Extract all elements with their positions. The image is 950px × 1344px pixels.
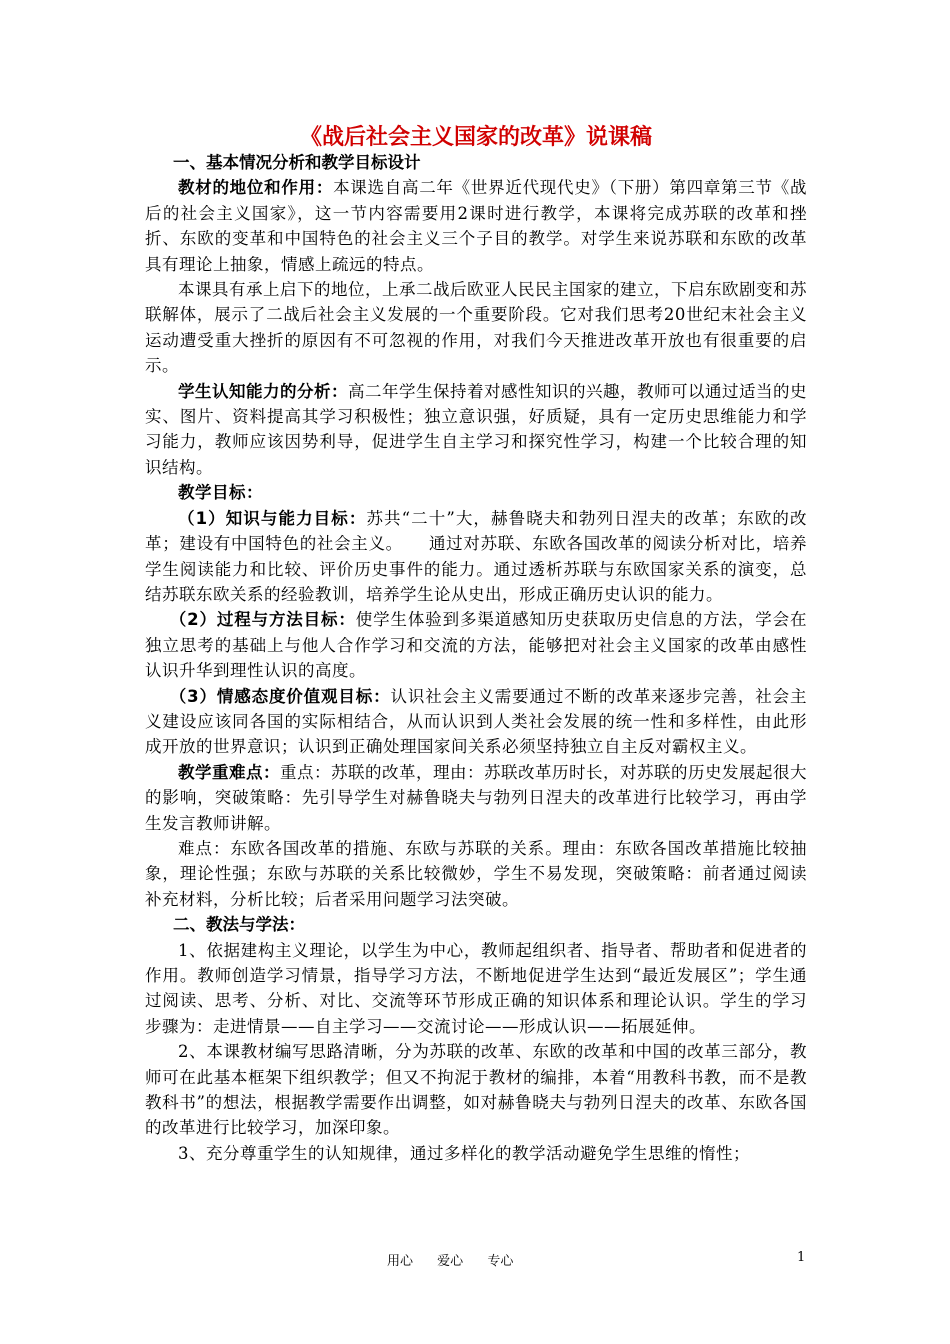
footer-motto-1: 用心 <box>387 1254 414 1269</box>
paragraph-label: 教材的地位和作用： <box>178 178 334 198</box>
paragraph-lesson-role <box>145 277 807 379</box>
paragraph-label: 教学目标： <box>178 483 263 503</box>
paragraph-text: 重点：苏联的改革，理由：苏联改革历时长，对苏联的历史发展起很大的影响，突破策略：先引导学生对赫鲁晓夫与勃列日涅夫的改革进行比较学习，再由学生发言教师讲解。 <box>145 762 807 833</box>
paragraph-text: 高二年学生保持着对感性知识的兴趣，教师可以通过适当的史实、图片、资料提高其学习积极性；独立意识强，好质疑，具有一定历史思维能力和学习能力，教师应该因势利导，促进学生自主学习和探究性学习，构建一个比较合理的知识结构。 <box>145 381 807 477</box>
paragraph-teaching-goals-label <box>145 480 807 505</box>
paragraph-text: 2、本课教材编写思路清晰，分为苏联的改革、东欧的改革和中国的改革三部分，教师可在此基本框架下组织教学；但又不拘泥于教材的编排，本着“用教科书教，而不是教教科书”的想法，根据教学需要作出调整，如对赫鲁晓夫与勃列日涅夫的改革、东欧各国的改革进行比较学习，加深印象。 <box>145 1042 807 1138</box>
document-body <box>145 124 807 1166</box>
paragraph-method-3 <box>145 1141 807 1166</box>
footer-motto <box>387 1250 533 1269</box>
paragraph-difficulties <box>145 836 807 912</box>
paragraph-label: 学生认知能力的分析： <box>178 381 348 401</box>
paragraph-key-points <box>145 760 807 836</box>
paragraph-text: 1、依据建构主义理论，以学生为中心，教师起组织者、指导者、帮助者和促进者的作用。教师创造学习情景，指导学习方法，不断地促进学生达到“最近发展区”；学生通过阅读、思考、分析、对比、交流等环节形成正确的知识体系和理论认识。学生的学习步骤为：走进情景——自主学习——交流讨论——形成认识——拓展延伸。 <box>145 940 807 1036</box>
paragraph-text: 3、充分尊重学生的认知规律，通过多样化的教学活动避免学生思维的惰性； <box>178 1143 750 1163</box>
footer-motto-3: 专心 <box>487 1254 514 1269</box>
paragraph-process-goal <box>145 607 807 683</box>
section-heading-basic-analysis <box>145 150 807 175</box>
page-number: 1 <box>797 1250 806 1265</box>
paragraph-textbook-position <box>145 175 807 277</box>
footer-motto-2: 爱心 <box>437 1254 464 1269</box>
paragraph-method-2 <box>145 1039 807 1141</box>
document-title: 《战后社会主义国家的改革》说课稿 <box>299 124 652 150</box>
paragraph-text: 本课选自高二年《世界近代现代史》（下册）第四章第三节《战后的社会主义国家》，这一节内容需要用2课时进行教学，本课将完成苏联的改革和挫折、东欧的变革和中国特色的社会主义三个子目的教学。对学生来说苏联和东欧的改革具有理论上抽象，情感上疏远的特点。 <box>145 178 808 274</box>
paragraph-student-cognition <box>145 379 807 481</box>
paragraph-text: 使学生体验到多渠道感知历史获取历史信息的方法，学会在独立思考的基础上与他人合作学习和交流的方法，能够把对社会主义国家的改革由感性认识升华到理性认识的高度。 <box>145 610 808 681</box>
paragraph-emotion-goal <box>145 684 807 760</box>
section-heading-text: 一、基本情况分析和教学目标设计 <box>173 153 421 172</box>
paragraph-text: 苏共“二十”大，赫鲁晓夫和勃列日涅夫的改革；东欧的改革；建设有中国特色的社会主义。 通过对苏联、东欧各国改革的阅读分析对比，培养学生阅读能力和比较、评价历史事件的能力。通过透析苏联与东欧国家关系的演变，总结苏联东欧关系的经验教训，培养学生论从史出，形成正确历史认识的能力。 <box>145 508 808 604</box>
paragraph-label: （2）过程与方法目标： <box>169 610 356 630</box>
section-heading-text: 二、教法与学法： <box>173 915 306 935</box>
page-footer <box>0 1250 950 1270</box>
paragraph-label: （1）知识与能力目标： <box>178 508 367 528</box>
paragraph-label: （3）情感态度价值观目标： <box>169 686 391 706</box>
paragraph-method-1 <box>145 938 807 1040</box>
paragraph-text: 本课具有承上启下的地位，上承二战后欧亚人民民主国家的建立，下启东欧剧变和苏联解体，展示了二战后社会主义发展的一个重要阶段。它对我们思考20世纪末社会主义运动遭受重大挫折的原因有不可忽视的作用，对我们今天推进改革开放也有很重要的启示。 <box>145 280 807 376</box>
section-heading-methods <box>145 912 807 937</box>
paragraph-text: 认识社会主义需要通过不断的改革来逐步完善，社会主义建设应该同各国的实际相结合，从而认识到人类社会发展的统一性和多样性，由此形成开放的世界意识；认识到正确处理国家间关系必须坚持独立自主反对霸权主义。 <box>145 686 808 757</box>
paragraph-label: 教学重难点： <box>178 762 280 782</box>
paragraph-text: 难点：东欧各国改革的措施、东欧与苏联的关系。理由：东欧各国改革措施比较抽象，理论性强；东欧与苏联的关系比较微妙，学生不易发现，突破策略：前者通过阅读补充材料，分析比较；后者采用问题学习法突破。 <box>145 838 807 909</box>
paragraph-knowledge-goal <box>145 506 807 608</box>
